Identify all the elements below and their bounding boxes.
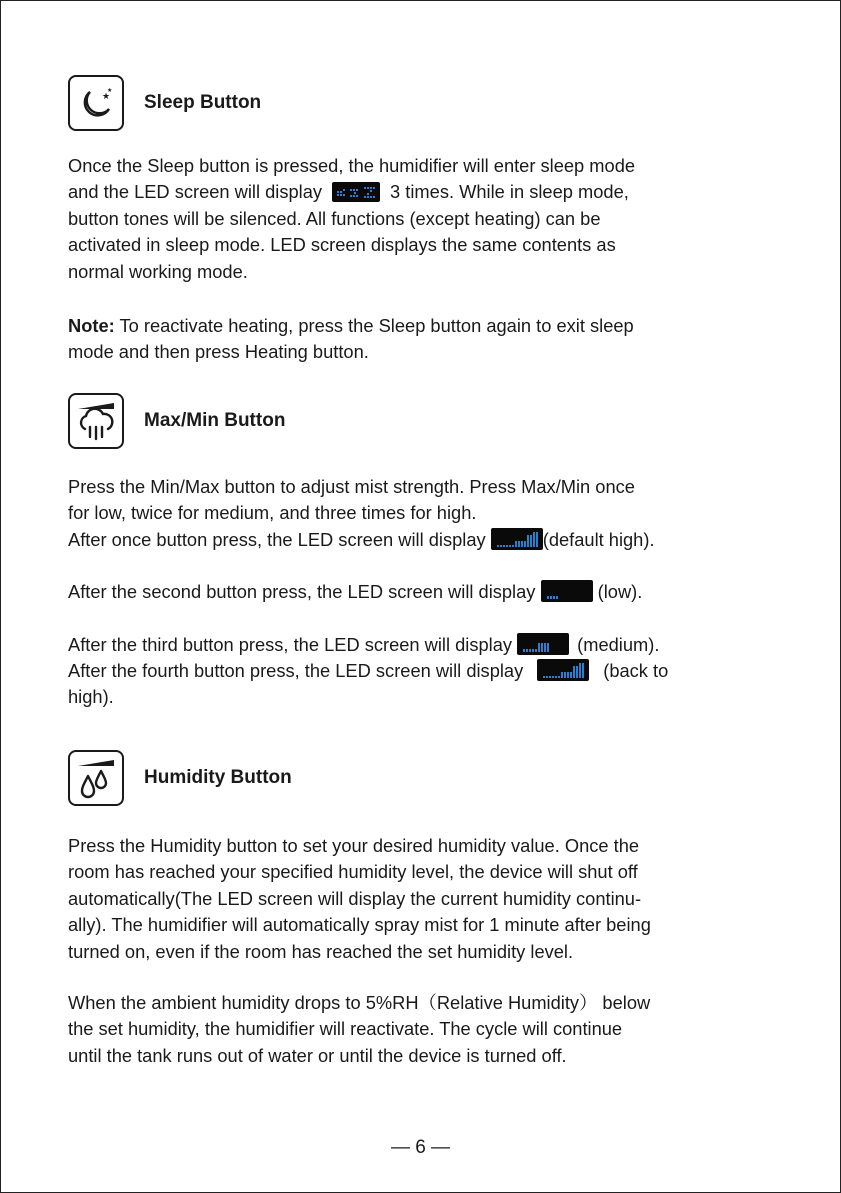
text-line: for low, twice for medium, and three times for high. (68, 502, 477, 524)
text-line (68, 179, 780, 205)
maxmin-description (68, 474, 780, 711)
moon-stars-icon (68, 75, 124, 131)
humidity-section-title: Humidity Button (144, 767, 292, 788)
sleep-section-title: Sleep Button (144, 92, 262, 113)
text-line: ally). The humidifier will automatically spray mist for 1 minute after being (68, 914, 651, 936)
humidity-reactivation (68, 990, 780, 1069)
mist-cloud-icon (68, 393, 124, 449)
svg-text:★: ★ (107, 87, 113, 94)
text-line: Press the Humidity button to set your desired humidity value. Once the (68, 835, 640, 856)
text-fragment: To reactivate heating, press the Sleep button again to exit sleep (119, 315, 634, 336)
text-line: Once the Sleep button is pressed, the humidifier will enter sleep mode (68, 155, 636, 176)
text-line: automatically(The LED screen will display the current humidity continu- (68, 887, 642, 909)
text-fragment: and the LED screen will display (68, 181, 323, 203)
led-mist-high-icon (537, 659, 589, 681)
note-label: Note: (68, 315, 115, 336)
led-mist-medium-icon (517, 633, 569, 655)
text-line: the set humidity, the humidifier will reactivate. The cycle will continue (68, 1018, 623, 1040)
text-fragment: (medium). (577, 633, 660, 655)
text-line: When the ambient humidity drops to 5%RH（Relative Humidity） below (68, 992, 651, 1013)
water-drops-icon (68, 750, 124, 806)
text-line: normal working mode. (68, 260, 248, 282)
blank-line (68, 606, 780, 632)
page-number: — 6 — (390, 1137, 451, 1158)
text-fragment: (low). (597, 581, 643, 603)
text-line (68, 632, 780, 658)
text-fragment: 3 times. While in sleep mode, (390, 181, 629, 203)
text-line: high). (68, 686, 114, 708)
humidity-description (68, 833, 780, 965)
text-fragment: After the fourth button press, the LED screen will display (68, 660, 524, 682)
text-line (68, 658, 780, 684)
text-line: turned on, even if the room has reached the set humidity level. (68, 940, 574, 962)
sleep-section-header (68, 75, 261, 131)
text-line: until the tank runs out of water or until the device is turned off. (68, 1044, 567, 1066)
text-line (68, 579, 780, 605)
sleep-description (68, 153, 780, 285)
maxmin-section-title: Max/Min Button (144, 410, 286, 431)
text-fragment: (back to (603, 660, 669, 682)
maxmin-section-header (68, 393, 285, 449)
text-line: button tones will be silenced. All functions (except heating) can be (68, 207, 601, 229)
text-line: Press the Min/Max button to adjust mist strength. Press Max/Min once (68, 476, 635, 497)
led-sleep-display-icon (332, 182, 380, 202)
text-line (68, 313, 780, 339)
text-line: activated in sleep mode. LED screen displays the same contents as (68, 234, 616, 256)
text-fragment: After once button press, the LED screen will display (68, 528, 486, 550)
blank-line (68, 553, 780, 579)
led-mist-low-icon (541, 580, 593, 602)
text-line (68, 527, 780, 553)
text-line: room has reached your specified humidity level, the device will shut off (68, 861, 638, 883)
text-fragment: After the third button press, the LED screen will display (68, 633, 513, 655)
text-line: mode and then press Heating button. (68, 341, 369, 363)
humidity-section-header (68, 750, 292, 806)
led-mist-high-icon (491, 528, 543, 550)
text-fragment: (default high). (542, 528, 655, 550)
text-fragment: After the second button press, the LED screen will display (68, 581, 536, 603)
svg-text:★: ★ (102, 92, 111, 102)
sleep-note (68, 313, 780, 366)
